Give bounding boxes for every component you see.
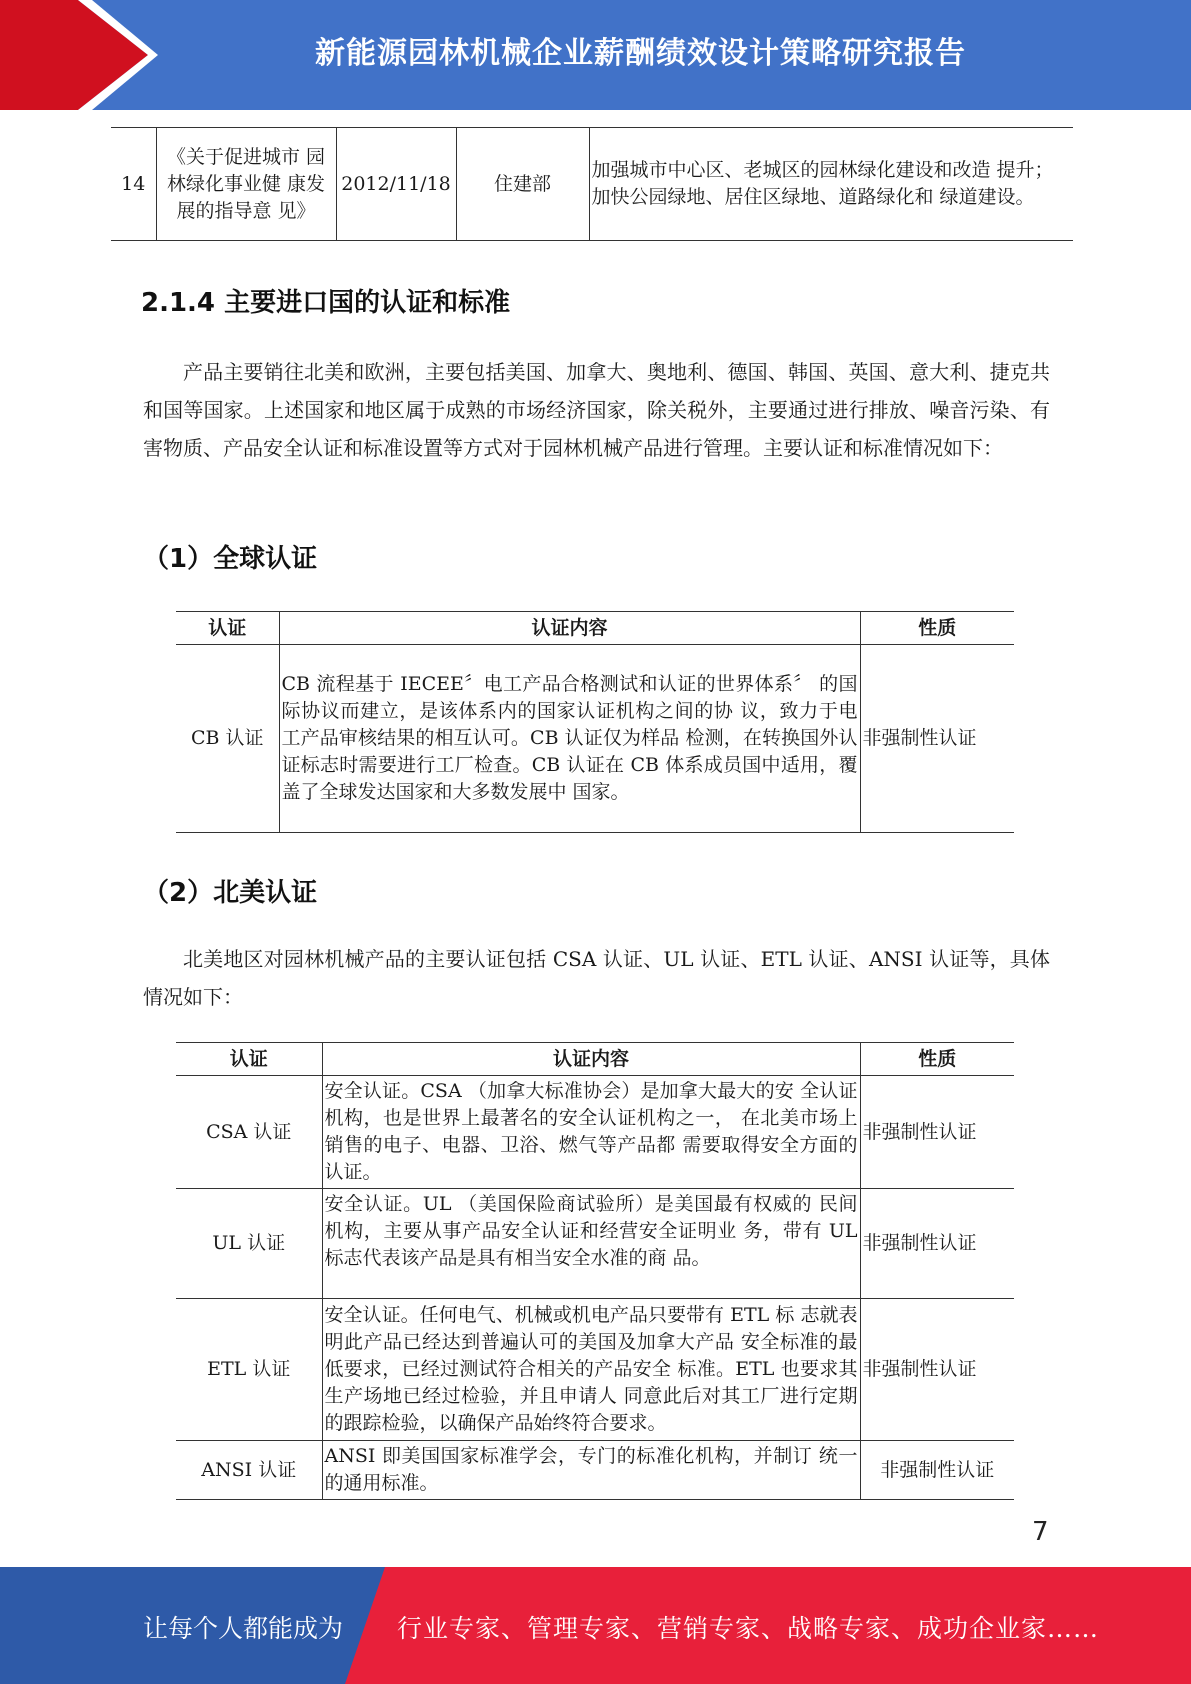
- policy-date: 2012/11/18: [336, 128, 456, 241]
- table-row: [176, 1189, 1014, 1299]
- cert-nature: 非强制性认证: [860, 1299, 1014, 1441]
- cert-nature: 非强制性认证: [860, 1076, 1014, 1189]
- col-header-content: 认证内容: [279, 612, 860, 645]
- col-header-nature: 性质: [860, 612, 1014, 645]
- cert-content: 安全认证。任何电气、机械或机电产品只要带有 ETL 标 志就表明此产品已经达到普遍认可的美国及加拿大产品 安全标准的最低要求，已经过测试符合相关的产品安全 标准。ETL 也要求其生产场地已经过检验，并且申请人 同意此后对其工厂进行定期的跟踪检验，以确保产品始终符合要求。: [322, 1299, 860, 1441]
- footer-slogan-right: 行业专家、管理专家、营销专家、战略专家、成功企业家……: [397, 1614, 1100, 1643]
- table-row: [111, 128, 1073, 241]
- cert-content: 安全认证。UL （美国保险商试验所）是美国最有权威的 民间机构，主要从事产品安全认证和经营安全证明业 务，带有 UL 标志代表该产品是具有相当安全水准的商 品。: [322, 1189, 860, 1299]
- policy-name: 《关于促进城市 园林绿化事业健 康发展的指导意 见》: [156, 128, 336, 241]
- na-cert-table: [176, 1042, 1014, 1500]
- na-intro: 北美地区对园林机械产品的主要认证包括 CSA 认证、UL 认证、ETL 认证、ANSI 认证等，具体情况如下：: [143, 947, 1050, 1009]
- footer-slogan-left: 让每个人都能成为: [143, 1614, 344, 1643]
- table-row: [176, 1076, 1014, 1189]
- col-header-cert: 认证: [176, 612, 279, 645]
- cert-content: ANSI 即美国国家标准学会，专门的标准化机构，并制订 统一的通用标准。: [322, 1441, 860, 1500]
- table-row: [176, 1441, 1014, 1500]
- cert-content: 安全认证。CSA （加拿大标准协会）是加拿大最大的安 全认证机构，也是世界上最著名的安全认证机构之一， 在北美市场上销售的电子、电器、卫浴、燃气等产品都 需要取得安全方面的认证。: [322, 1076, 860, 1189]
- cert-name: CB 认证: [176, 645, 279, 833]
- cert-nature: 非强制性认证: [860, 645, 1014, 833]
- cert-name: UL 认证: [176, 1189, 322, 1299]
- col-header-cert: 认证: [176, 1043, 322, 1076]
- page-footer: [0, 1567, 1191, 1684]
- cert-name: ETL 认证: [176, 1299, 322, 1441]
- page-number: 7: [1032, 1517, 1049, 1547]
- global-cert-table: [176, 611, 1014, 833]
- policy-issuer: 住建部: [456, 128, 589, 241]
- cert-content: CB 流程基于 IECEE〞电工产品合格测试和认证的世界体系〞 的国际协议而建立，是该体系内的国家认证机构之间的协 议，致力于电工产品审核结果的相互认可。CB 认证仅为样品 检测，在转换国外认证标志时需要进行工厂检查。CB 认证在 CB 体系成员国中适用，覆盖了全球发达国家和大多数发展中 国家。: [279, 645, 860, 833]
- table-row: [176, 1299, 1014, 1441]
- col-header-content: 认证内容: [322, 1043, 860, 1076]
- col-header-nature: 性质: [860, 1043, 1014, 1076]
- section-heading: 2.1.4 主要进口国的认证和标准: [141, 288, 511, 318]
- cert-name: ANSI 认证: [176, 1441, 322, 1500]
- section-intro: 产品主要销往北美和欧洲，主要包括美国、加拿大、奥地利、德国、韩国、英国、意大利、捷克共和国等国家。上述国家和地区属于成熟的市场经济国家，除关税外，主要通过进行排放、噪音污染、有害物质、产品安全认证和标准设置等方式对于园林机械产品进行管理。主要认证和标准情况如下：: [143, 360, 1050, 460]
- policy-content: 加强城市中心区、老城区的园林绿化建设和改造 提升；加快公园绿地、居住区绿地、道路绿化和 绿道建设。: [589, 128, 1073, 241]
- table-row: [176, 645, 1014, 833]
- cert-nature: 非强制性认证: [860, 1189, 1014, 1299]
- policy-no: 14: [111, 128, 156, 241]
- na-cert-heading: （2）北美认证: [143, 878, 318, 908]
- report-title: 新能源园林机械企业薪酬绩效设计策略研究报告: [315, 36, 966, 71]
- page-header: [0, 0, 1191, 110]
- cert-nature: 非强制性认证: [860, 1441, 1014, 1500]
- cert-name: CSA 认证: [176, 1076, 322, 1189]
- table-header-row: [176, 612, 1014, 645]
- global-cert-heading: （1）全球认证: [143, 544, 318, 574]
- policy-table: [111, 127, 1073, 241]
- table-header-row: [176, 1043, 1014, 1076]
